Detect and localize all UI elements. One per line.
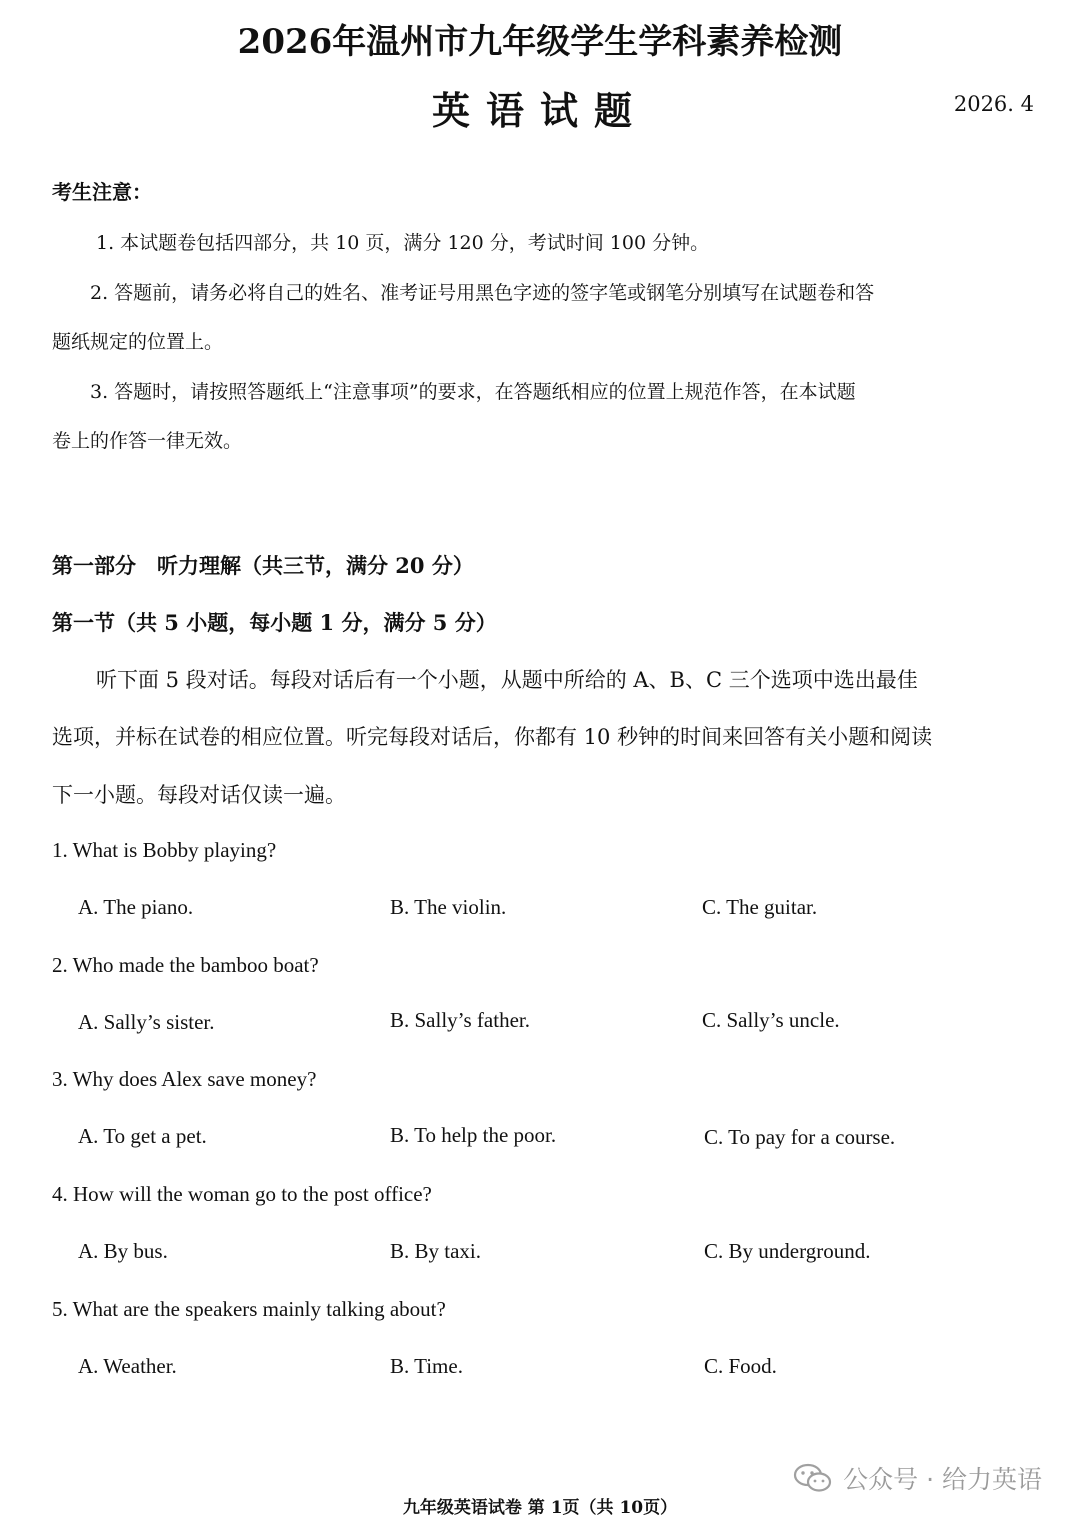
question-stem: 4. How will the woman go to the post office? (52, 1182, 432, 1206)
option-c: C. By underground. (704, 1239, 871, 1263)
page-subtitle: 英语试题 (431, 88, 648, 133)
option-a: A. By bus. (78, 1239, 168, 1263)
watermark (793, 1460, 1042, 1496)
option-c: C. To pay for a course. (704, 1125, 896, 1149)
instruction-line: 听下面 5 段对话。每段对话后有一个小题，从题中所给的 A、B、C 三个选项中选出最佳 (96, 668, 918, 692)
question-stem: 1. What is Bobby playing? (52, 838, 277, 862)
notice-line: 卷上的作答一律无效。 (52, 430, 243, 452)
notice-line: 3. 答题时，请按照答题纸上“注意事项”的要求，在答题纸相应的位置上规范作答，在本试题 (90, 381, 856, 403)
question-stem: 5. What are the speakers mainly talking about? (52, 1297, 446, 1321)
instruction-line: 选项，并标在试卷的相应位置。听完每段对话后，你都有 10 秒钟的时间来回答有关小题和阅读 (52, 725, 933, 749)
part-heading: 第一部分 听力理解（共三节，满分 20 分） (52, 553, 474, 578)
option-c: C. Food. (704, 1354, 777, 1378)
question-stem: 3. Why does Alex save money? (52, 1067, 317, 1091)
notice-line: 1. 本试题卷包括四部分，共 10 页，满分 120 分，考试时间 100 分钟。 (96, 232, 710, 254)
watermark-text: 公众号 · 给力英语 (843, 1465, 1042, 1494)
exam-date: 2026. 4 (953, 92, 1034, 116)
option-a: A. To get a pet. (78, 1124, 207, 1148)
option-b: B. Time. (390, 1354, 463, 1378)
instruction-line: 下一小题。每段对话仅读一遍。 (52, 783, 346, 807)
option-b: B. The violin. (390, 895, 507, 919)
wechat-icon (793, 1463, 833, 1493)
notice-heading: 考生注意： (52, 180, 152, 204)
option-a: A. The piano. (78, 895, 194, 919)
option-c: C. Sally’s uncle. (702, 1008, 840, 1032)
option-a: A. Weather. (78, 1354, 177, 1378)
page-title: 2026年温州市九年级学生学科素养检测 (237, 22, 843, 62)
option-b: B. Sally’s father. (390, 1008, 530, 1032)
option-b: B. To help the poor. (390, 1123, 557, 1147)
notice-line: 题纸规定的位置上。 (52, 331, 224, 353)
option-a: A. Sally’s sister. (78, 1010, 215, 1034)
notice-line: 2. 答题前，请务必将自己的姓名、准考证号用黑色字迹的签字笔或钢笔分别填写在试题卷和答 (90, 282, 875, 304)
question-stem: 2. Who made the bamboo boat? (52, 953, 319, 977)
option-b: B. By taxi. (390, 1239, 482, 1263)
option-c: C. The guitar. (702, 895, 818, 919)
page-footer: 九年级英语试卷 第 1页（共 10页） (402, 1498, 678, 1518)
section-heading: 第一节（共 5 小题，每小题 1 分，满分 5 分） (52, 610, 497, 635)
